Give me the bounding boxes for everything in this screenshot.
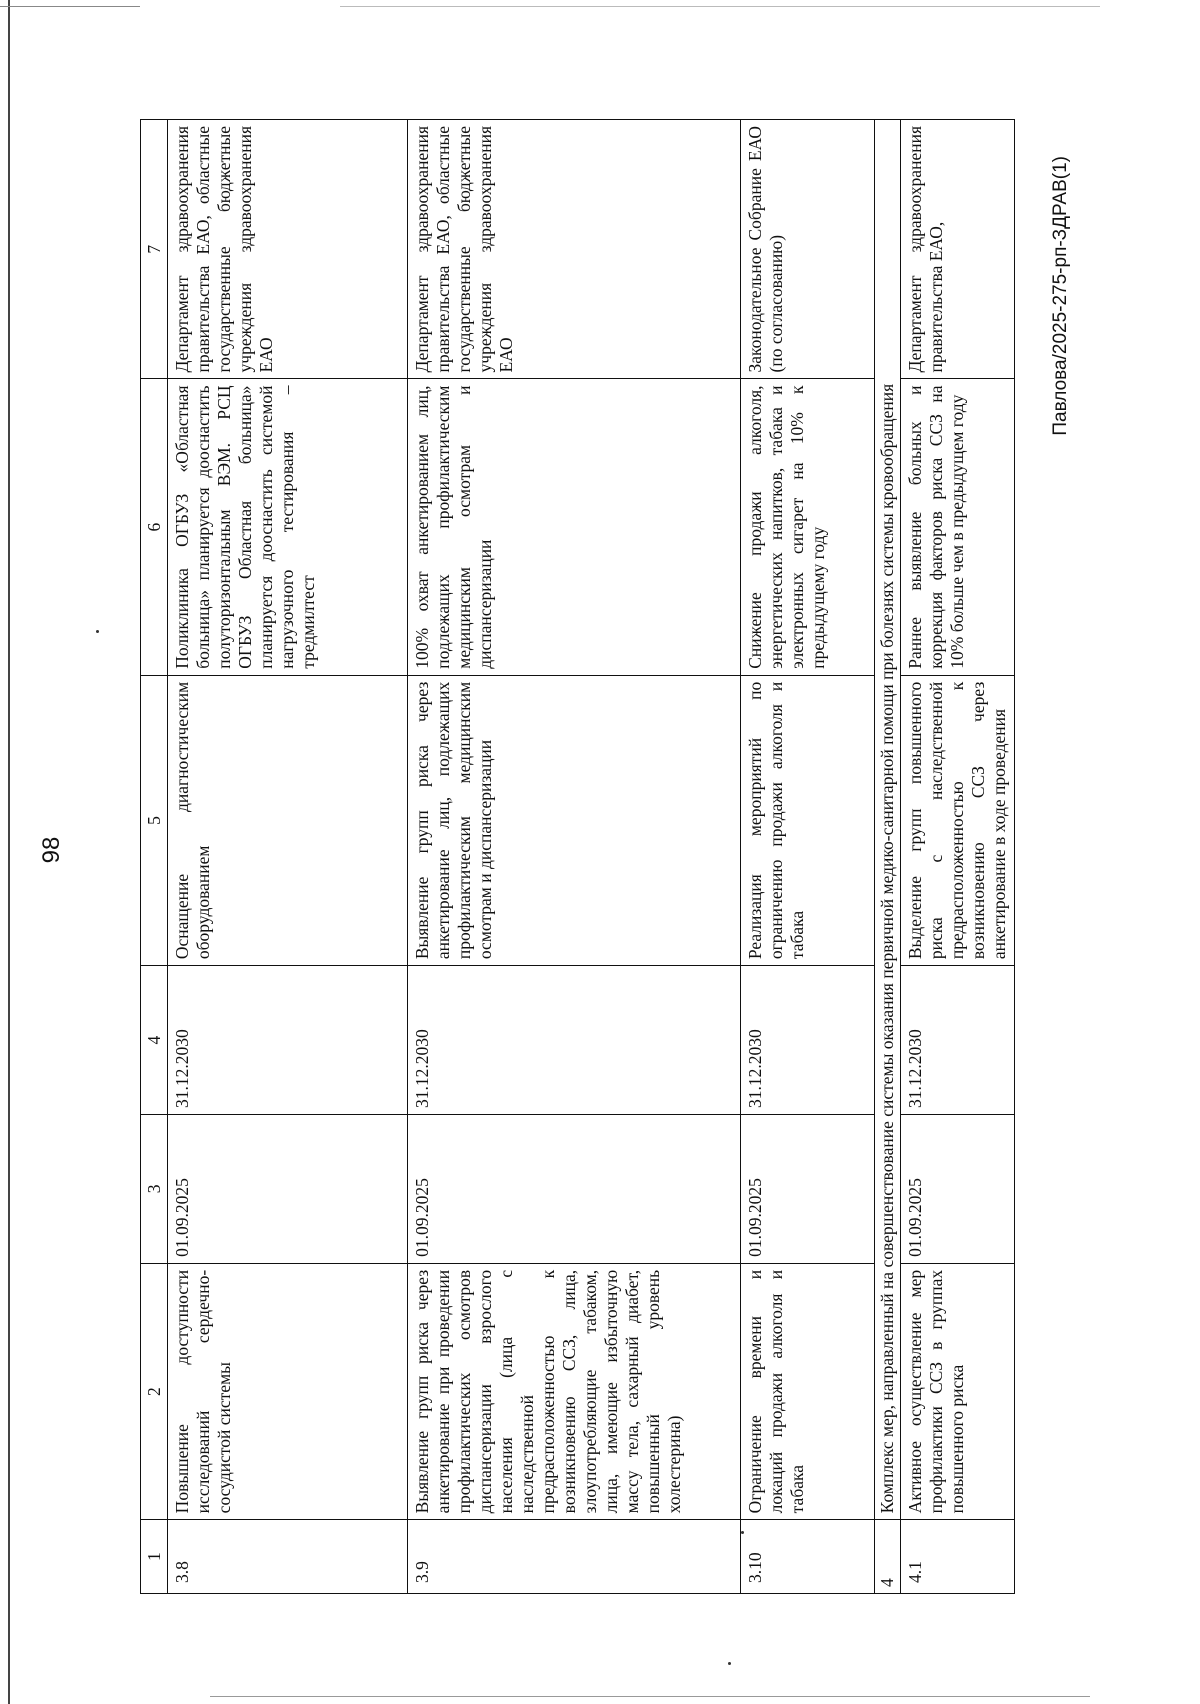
result-cell: Снижение продажи алкоголя, энергетических напитков, табака и электронных сигарет на 10% к предыдущему году [741, 379, 875, 675]
responsible-cell: Департамент здравоохранения правительства ЕАО, [901, 120, 1015, 379]
end-date-cell: 31.12.2030 [901, 966, 1015, 1115]
mechanism-cell: Выявление групп риска через анкетирование лиц, подлежащих профилактическим медицинским осмотрам и диспансеризации [408, 675, 741, 965]
responsible-cell: Департамент здравоохранения правительства ЕАО, областные государственные бюджетные учреждения здравоохранения ЕАО [168, 120, 408, 379]
mechanism-cell: Оснащение диагностическим оборудованием [168, 675, 408, 965]
section-title: Комплекс мер, направленный на совершенствование системы оказания первичной медико-санитарной помощи при болезнях системы кровообращения [875, 120, 901, 1520]
column-header: 3 [141, 1114, 168, 1263]
responsible-cell: Департамент здравоохранения правительства ЕАО, областные государственные бюджетные учреждения здравоохранения ЕАО [408, 120, 741, 379]
responsible-cell: Законодательное Собрание ЕАО (по согласованию) [741, 120, 875, 379]
row-number: 3.8 [168, 1520, 408, 1594]
start-date-cell: 01.09.2025 [168, 1114, 408, 1263]
row-number: 3.10 [741, 1520, 875, 1594]
table-row [408, 120, 741, 1594]
end-date-cell: 31.12.2030 [408, 966, 741, 1115]
row-number: 4.1 [901, 1520, 1015, 1594]
mechanism-cell: Реализация мероприятий по ограничению продажи алкоголя и табака [741, 675, 875, 965]
event-cell: Выявление групп риска через анкетирование при проведении профилактических осмотров диспансеризации взрослого населения (лица с наследственной предрасположенностью к возникновению ССЗ, лица, злоупотребляющие табаком, лица, имеющие избыточную массу тела, сахарный диабет, повышенный уровень холестерина) [408, 1263, 741, 1519]
result-cell: Поликлиника ОГБУЗ «Областная больница» планируется дооснастить полуторизонтальным ВЭМ. РСЦ ОГБУЗ Областная больница» планируется дооснастить системой нагрузочного тестирования – тредмилтест [168, 379, 408, 675]
page-number: 98 [38, 836, 65, 864]
column-header: 2 [141, 1263, 168, 1519]
measures-table [140, 119, 1015, 1594]
result-cell: Раннее выявление больных и коррекция факторов риска ССЗ на 10% больше чем в предыдущем году [901, 379, 1015, 675]
end-date-cell: 31.12.2030 [741, 966, 875, 1115]
scan-edge [0, 6, 140, 7]
result-cell: 100% охват анкетированием лиц, подлежащих профилактическим медицинским осмотрам и диспансеризации [408, 379, 741, 675]
table-row [741, 120, 875, 1594]
section-number: 4 [875, 1520, 901, 1594]
table-row [901, 120, 1015, 1594]
end-date-cell: 31.12.2030 [168, 966, 408, 1115]
scan-speck [728, 1662, 731, 1665]
scan-edge [210, 1696, 1090, 1697]
column-header: 1 [141, 1520, 168, 1594]
document-page [30, 66, 1094, 1634]
event-cell: Активное осуществление мер профилактики ССЗ в группах повышенного риска [901, 1263, 1015, 1519]
mechanism-cell: Выделение групп повышенного риска с наследственной предрасположенностью к возникновению ССЗ через анкетирование в ходе проведения [901, 675, 1015, 965]
scan-edge [340, 6, 1100, 7]
column-header: 4 [141, 966, 168, 1115]
section-row [875, 120, 901, 1594]
table-header-row [141, 120, 168, 1594]
start-date-cell: 01.09.2025 [901, 1114, 1015, 1263]
event-cell: Ограничение времени и локаций продажи алкоголя и табака [741, 1263, 875, 1519]
start-date-cell: 01.09.2025 [741, 1114, 875, 1263]
table-row [168, 120, 408, 1594]
column-header: 6 [141, 379, 168, 675]
row-number: 3.9 [408, 1520, 741, 1594]
document-footer: Павлова/2025-275-рп-ЗДРАВ(1) [1050, 156, 1071, 436]
column-header: 5 [141, 675, 168, 965]
scan-edge [8, 0, 10, 1704]
column-header: 7 [141, 120, 168, 379]
event-cell: Повышение доступности исследований сердечно-сосудистой системы [168, 1263, 408, 1519]
start-date-cell: 01.09.2025 [408, 1114, 741, 1263]
